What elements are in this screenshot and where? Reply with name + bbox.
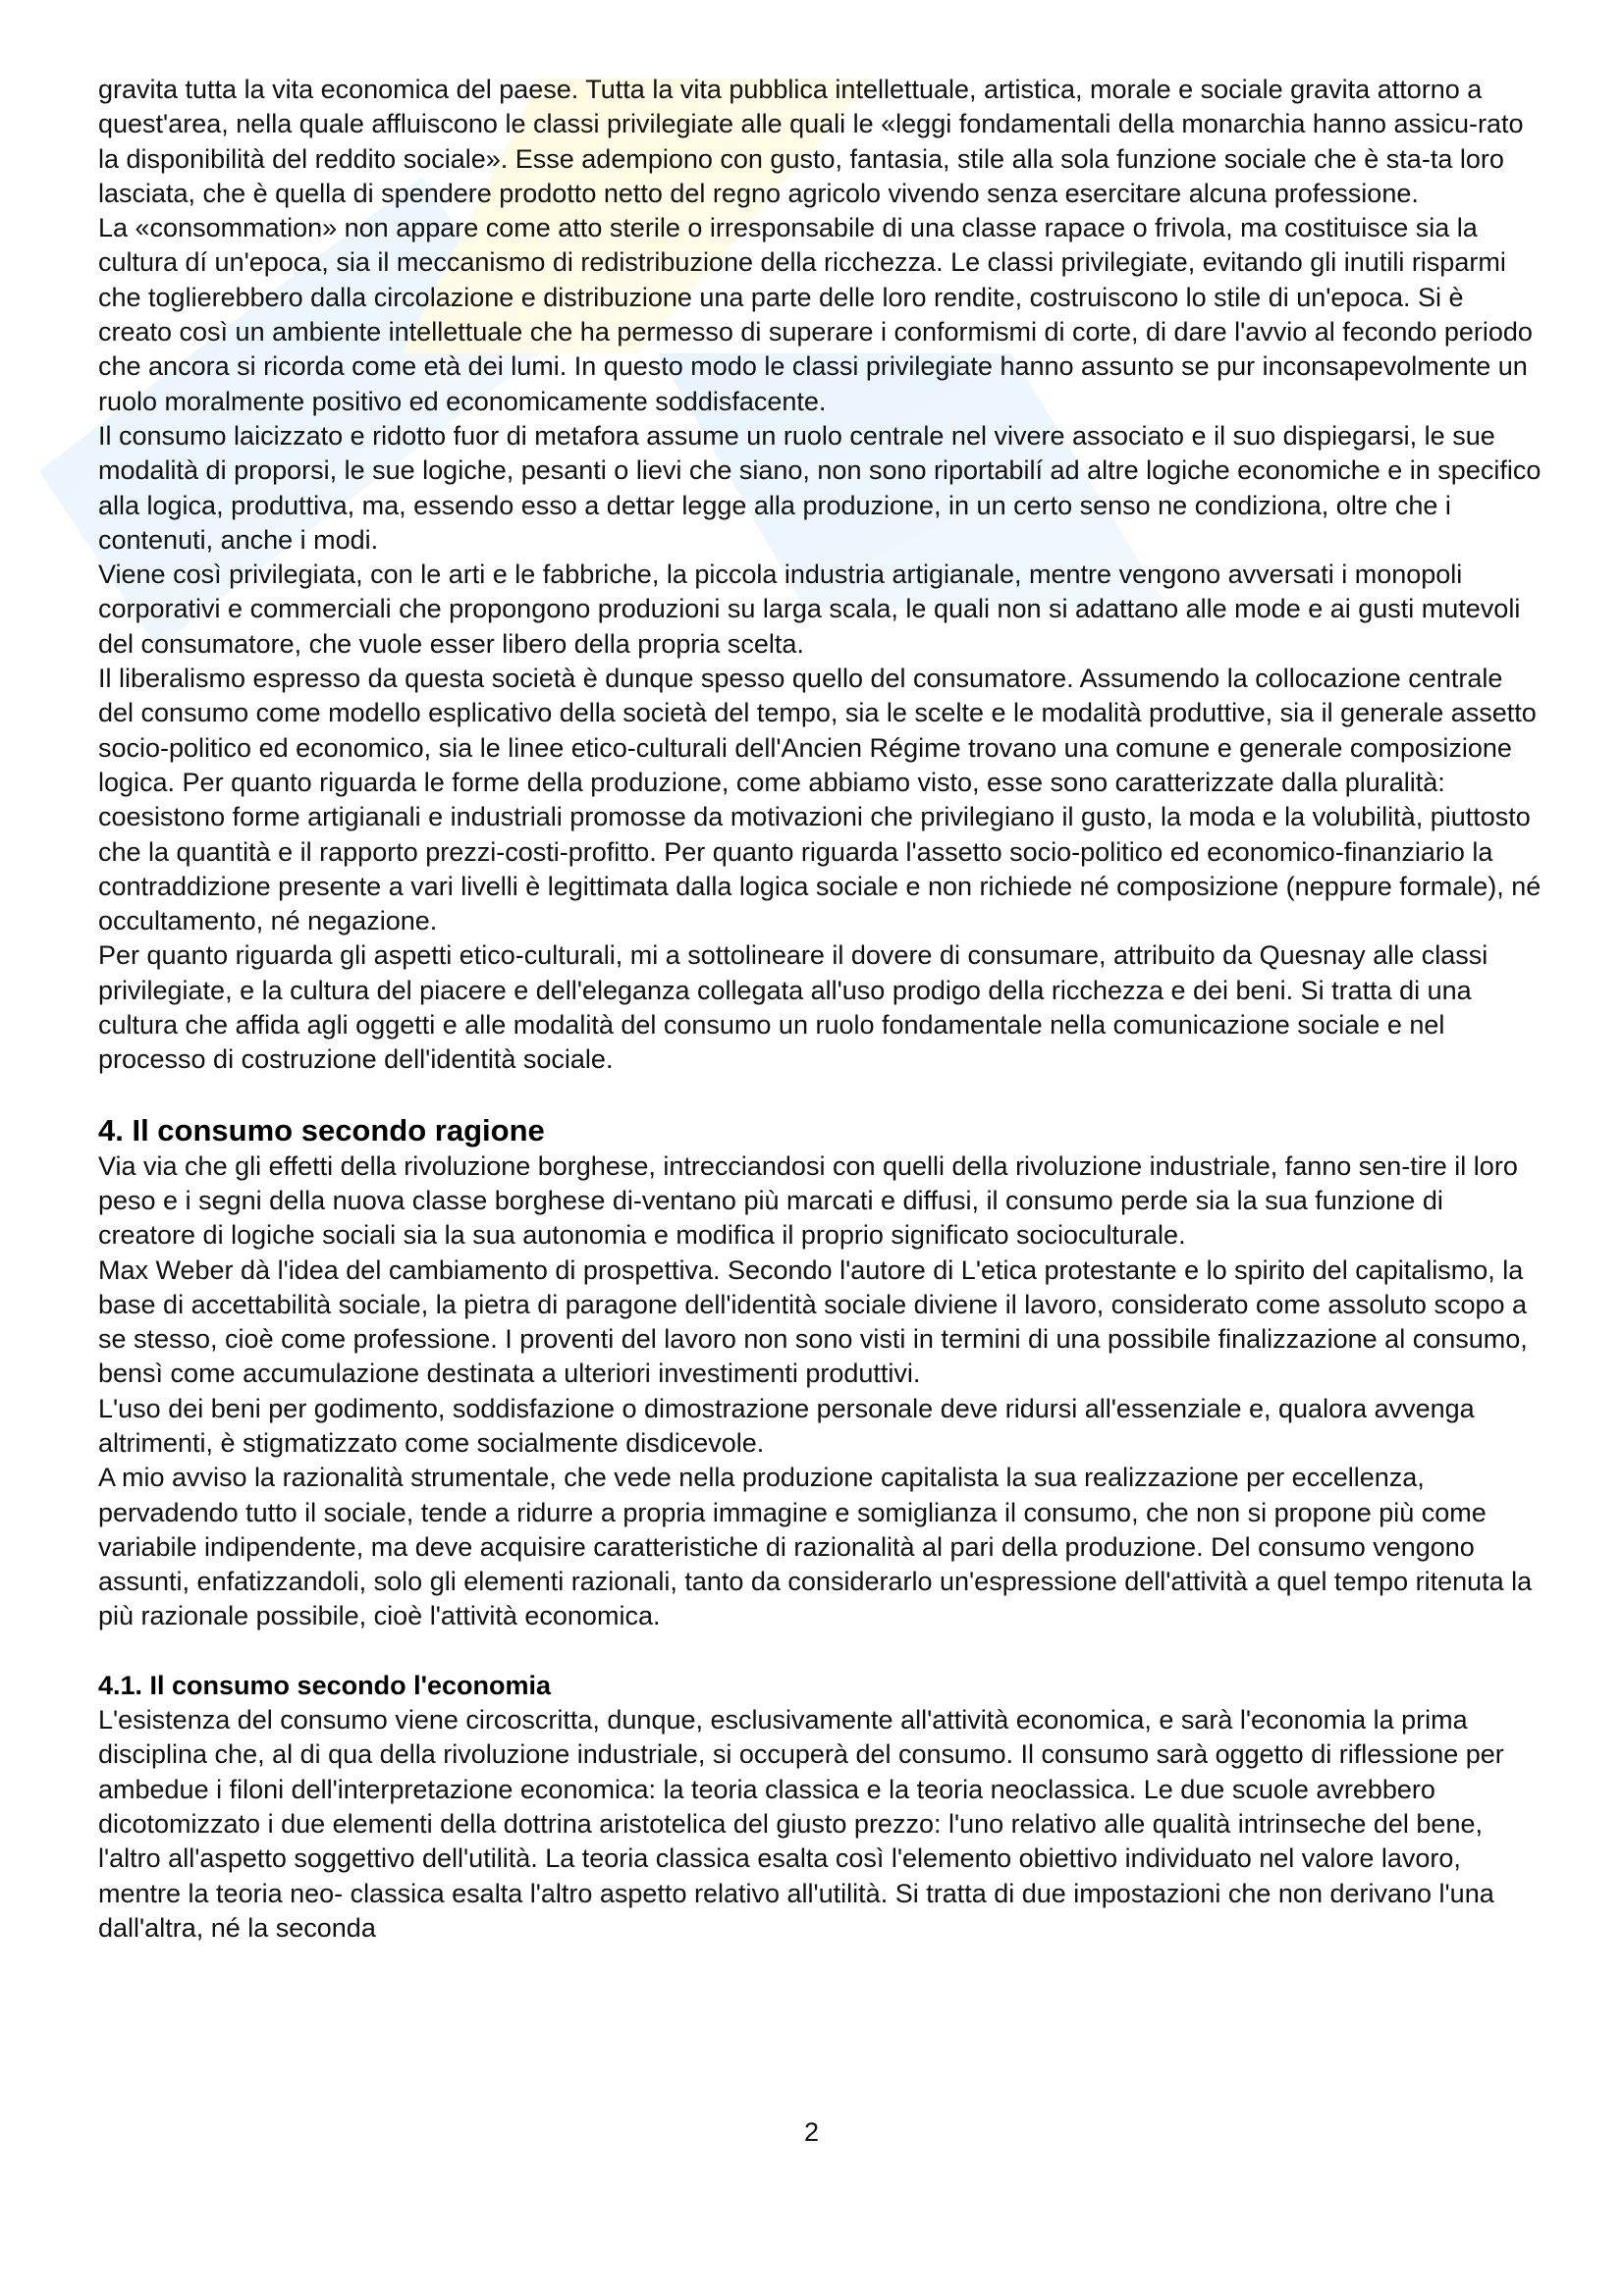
paragraph: Via via che gli effetti della rivoluzione borghese, intrecciandosi con quelli della rivoluzione industriale, fanno sen-tire il loro peso e i segni della nuova classe borghese di-ventano più marcati e diffusi, il consumo perde sia la sua funzione di creatore di logiche sociali sia la sua autonomia e modifica il proprio significato socioculturale. [98,1150,1518,1251]
page-number: 2 [803,2117,820,2147]
document-page [98,73,1543,1946]
paragraph: Max Weber dà l'idea del cambiamento di prospettiva. Secondo l'autore di L'etica protestante e lo spirito del capitalismo, la base di accettabilità sociale, la pietra di paragone dell'identità sociale diviene il lavoro, considerato come assoluto scopo a se stesso, cioè come professione. I proventi del lavoro non sono visti in termini di una possibile finalizzazione al consumo, bensì come accumulazione destinata a ulteriori investimenti produttivi. [98,1255,1528,1389]
section-heading: 4. Il consumo secondo ragione [98,1112,545,1148]
paragraph: Viene così privilegiata, con le arti e le fabbriche, la piccola industria artigianale, mentre vengono avversati i monopoli corporativi e commerciali che propongono produzioni su larga scala, le quali non si adattano alle mode e ai gusti mutevoli del consumatore, che vuole esser libero della propria scelta. [98,560,1521,659]
paragraph: Il consumo laicizzato e ridotto fuor di metafora assume un ruolo centrale nel vivere associato e il suo dispiegarsi, le sue modalità di proporsi, le sue logiche, pesanti o lievi che siano, non sono riportabilí ad altre logiche economiche e in specifico alla logica, produttiva, ma, essendo esso a dettar legge alla produzione, in un certo senso ne condiziona, oltre che i contenuti, anche i modi. [98,420,1542,555]
paragraph: Il liberalismo espresso da questa società è dunque spesso quello del consumatore. Assumendo la collocazione centrale del consumo come modello esplicativo della società del tempo, sia le scelte e le modalità produttive, sia il generale assetto socio-politico ed economico, sia le linee etico-culturali dell'Ancien Régime trovano una comune e generale composizione logica. Per quanto riguarda le forme della produzione, come abbiamo visto, esse sono caratterizzate dalla pluralità: coesistono forme artigianali e industriali promosse da motivazioni che privilegiano il gusto, la moda e la volubilità, piuttosto che la quantità e il rapporto prezzi-costi-profitto. Per quanto riguarda l'assetto socio-politico ed economico-finanziario la contraddizione presente a vari livelli è legittimata dalla logica sociale e non richiede né composizione (neppure formale), né occultamento, né negazione. [98,664,1542,936]
paragraph: Per quanto riguarda gli aspetti etico-culturali, mi a sottolineare il dovere di consumare, attribuito da Quesnay alle classi privilegiate, e la cultura del piacere e dell'eleganza collegata all'uso prodigo della ricchezza e dei beni. Si tratta di una cultura che affida agli oggetti e alle modalità del consumo un ruolo fondamentale nella comunicazione sociale e nel processo di costruzione dell'identità sociale. [98,940,1488,1075]
paragraph: gravita tutta la vita economica del paese. Tutta la vita pubblica intellettuale, artistica, morale e sociale gravita attorno a quest'area, nella quale affluiscono le classi privilegiate alle quali le «leggi fondamentali della monarchia hanno assicu-rato la disponibilità del reddito sociale». Esse adempiono con gusto, fantasia, stile alla sola funzione sociale che è sta-ta loro lasciata, che è quella di spendere prodotto netto del regno agricolo vivendo senza esercitare alcuna professione. [98,75,1524,208]
paragraph: A mio avviso la razionalità strumentale, che vede nella produzione capitalista la sua realizzazione per eccellenza, pervadendo tutto il sociale, tende a ridurre a propria immagine e somiglianza il consumo, che non si propone più come variabile indipendente, ma deve acquisire caratteristiche di razionalità al pari della produzione. Del consumo vengono assunti, enfatizzandoli, solo gli elementi razionali, tanto da considerarlo un'espressione dell'attività a quel tempo ritenuta la più razionale possibile, cioè l'attività economica. [98,1463,1533,1631]
paragraph: L'esistenza del consumo viene circoscritta, dunque, esclusivamente all'attività economica, e sarà l'economia la prima disciplina che, al di qua della rivoluzione industriale, si occuperà del consumo. Il consumo sarà oggetto di riflessione per ambedue i filoni dell'interpretazione economica: la teoria classica e la teoria neoclassica. Le due scuole avrebbero dicotomizzato i due elementi della dottrina aristotelica del giusto prezzo: l'uno relativo alle qualità intrinseche del bene, l'altro all'aspetto soggettivo dell'utilità. La teoria classica esalta così l'elemento obiettivo individuato nel valore lavoro, mentre la teoria neo- classica esalta l'altro aspetto relativo all'utilità. Si tratta di due impostazioni che non derivano l'una dall'altra, né la seconda [98,1705,1504,1943]
paragraph: L'uso dei beni per godimento, soddisfazione o dimostrazione personale deve ridursi all'essenziale e, qualora avvenga altrimenti, è stigmatizzato come socialmente disdicevole. [98,1393,1475,1458]
subsection-heading: 4.1. Il consumo secondo l'economia [98,1670,552,1700]
paragraph: La «consommation» non appare come atto sterile o irresponsabile di una classe rapace o frivola, ma costituisce sia la cultura dí un'epoca, sia il meccanismo di redistribuzione della ricchezza. Le classi privilegiate, evitando gli inutili risparmi che toglierebbero dalla circolazione e distribuzione una parte delle loro rendite, costruiscono lo stile di un'epoca. Si è creato così un ambiente intellettuale che ha permesso di superare i conformismi di corte, di dare l'avvio al fecondo periodo che ancora si ricorda come età dei lumi. In questo modo le classi privilegiate hanno assunto se pur inconsapevolmente un ruolo moralmente positivo ed economicamente soddisfacente. [98,213,1533,416]
